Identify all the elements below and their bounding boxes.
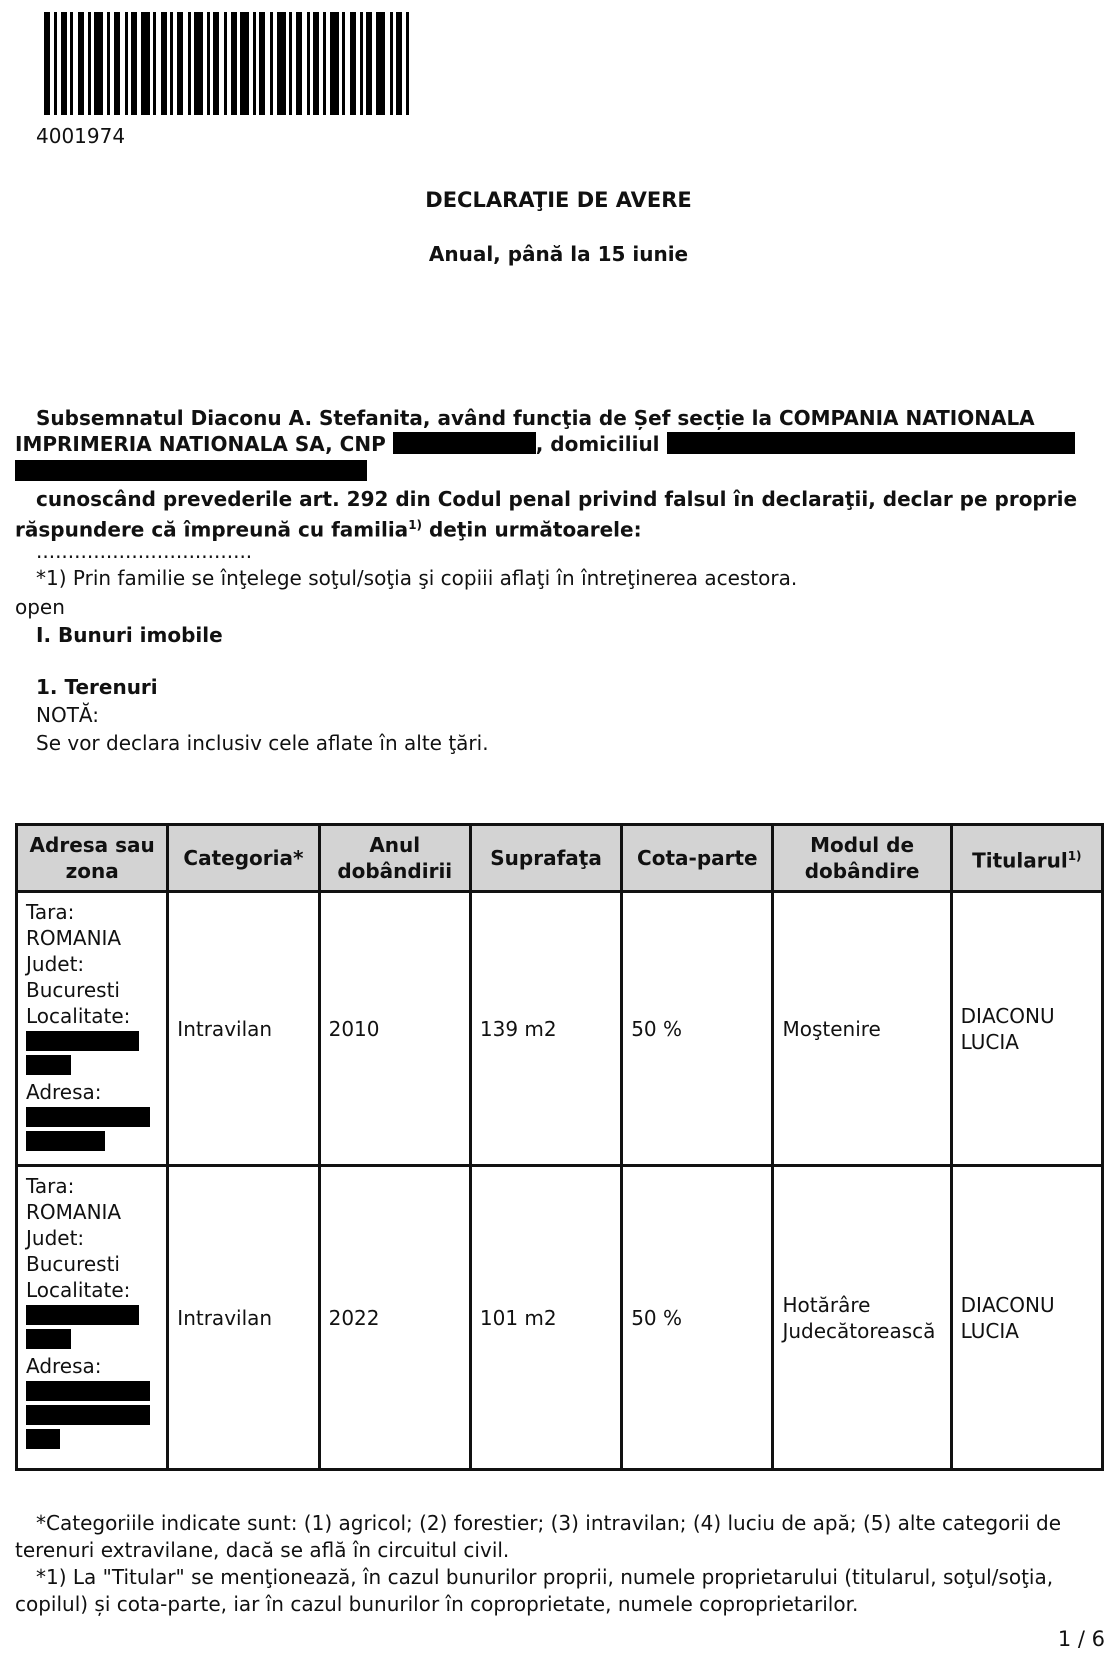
table-header-row — [17, 825, 1103, 892]
header-area: Suprafaţa — [470, 825, 621, 892]
owner-footnote-ref: 1) — [1067, 848, 1082, 863]
declarant-paragraph — [15, 405, 1105, 457]
header-year: Anul dobândirii — [319, 825, 470, 892]
redacted-locality — [26, 1305, 139, 1325]
category-cell: Intravilan — [168, 892, 319, 1166]
declarant-intro: Subsemnatul Diaconu A. Stefanita, având funcţia de Șef secție la COMPANIA NATIONALA IMPRIMERIA NATIONALA SA, CNP — [15, 406, 1035, 456]
redacted-locality — [26, 1031, 139, 1051]
address-cell — [17, 1166, 168, 1470]
category-cell: Intravilan — [168, 1166, 319, 1470]
acquisition-mode-cell: Moştenire — [773, 892, 951, 1166]
table-row — [17, 1166, 1103, 1470]
dotted-line: .................................. — [36, 539, 253, 563]
family-footnote-ref: 1) — [408, 518, 423, 532]
locality-label: Localitate: — [26, 1004, 131, 1028]
redacted-address — [26, 1381, 150, 1401]
document-title: DECLARAŢIE DE AVERE — [425, 188, 692, 212]
header-address: Adresa sau zona — [17, 825, 168, 892]
address-label: Adresa: — [26, 1354, 102, 1378]
redacted-cnp — [393, 432, 536, 454]
declaration-statement — [15, 486, 1105, 543]
county-value: Bucuresti — [26, 978, 120, 1002]
open-label: open — [15, 595, 65, 619]
declarant-domicile-label: , domiciliul — [535, 432, 660, 456]
section-title: I. Bunuri imobile — [36, 623, 223, 647]
family-note: *1) Prin familie se înţelege soţul/soţia şi copiii aflaţi în întreţinerea acestora. — [36, 566, 798, 590]
share-cell: 50 % — [622, 892, 773, 1166]
barcode — [44, 12, 610, 115]
county-label: Judet: — [26, 1226, 85, 1250]
footnote-owner: *1) La "Titular" se menţionează, în cazul bunurilor proprii, numele proprietarului (titularul, soţul/soţia, copilul) și cota-parte, iar în cazul bunurilor în coproprietate, numele coproprietarilor. — [15, 1565, 1054, 1616]
header-owner-label: Titularul — [972, 848, 1068, 873]
locality-label: Localitate: — [26, 1278, 131, 1302]
header-share: Cota-parte — [622, 825, 773, 892]
redacted-domicile-line2 — [15, 460, 367, 481]
redacted-domicile — [667, 432, 1075, 454]
address-label: Adresa: — [26, 1080, 102, 1104]
nota-text: Se vor declara inclusiv cele aflate în alte ţări. — [36, 731, 489, 755]
owner-cell: DIACONU LUCIA — [951, 1166, 1102, 1470]
redacted-address-3 — [26, 1429, 60, 1449]
country-value: ROMANIA — [26, 926, 122, 950]
declaration-text: cunoscând prevederile art. 292 din Codul penal privind falsul în declaraţii, declar pe proprie răspundere că împreună cu familia — [15, 487, 1078, 542]
address-cell — [17, 892, 168, 1166]
page-number: 1 / 6 — [1057, 1627, 1105, 1651]
redacted-address-2 — [26, 1131, 105, 1151]
table-row — [17, 892, 1103, 1166]
redacted-address — [26, 1107, 150, 1127]
document-subtitle: Anual, până la 15 iunie — [428, 242, 689, 266]
owner-cell: DIACONU LUCIA — [951, 892, 1102, 1166]
country-label: Tara: — [26, 900, 75, 924]
area-cell: 101 m2 — [470, 1166, 621, 1470]
year-cell: 2010 — [319, 892, 470, 1166]
country-value: ROMANIA — [26, 1200, 122, 1224]
redacted-address-2 — [26, 1405, 150, 1425]
county-value: Bucuresti — [26, 1252, 120, 1276]
year-cell: 2022 — [319, 1166, 470, 1470]
nota-label: NOTĂ: — [36, 703, 99, 727]
redacted-locality-2 — [26, 1329, 71, 1349]
header-owner — [951, 825, 1102, 892]
area-cell: 139 m2 — [470, 892, 621, 1166]
county-label: Judet: — [26, 952, 85, 976]
document-id: 4001974 — [36, 124, 126, 148]
subsection-title: 1. Terenuri — [36, 675, 158, 699]
acquisition-mode-cell: Hotărâre Judecătorească — [773, 1166, 951, 1470]
redacted-locality-2 — [26, 1055, 71, 1075]
header-category: Categoria* — [168, 825, 319, 892]
share-cell: 50 % — [622, 1166, 773, 1470]
country-label: Tara: — [26, 1174, 75, 1198]
land-table — [15, 823, 1104, 1471]
footnote-categories: *Categoriile indicate sunt: (1) agricol; (2) forestier; (3) intravilan; (4) luciu de apă; (5) alte categorii de terenuri extravilane, dacă se află în circuitul civil. — [15, 1511, 1062, 1562]
header-acquisition-mode: Modul de dobândire — [773, 825, 951, 892]
declaration-text-end: deţin următoarele: — [422, 517, 642, 542]
